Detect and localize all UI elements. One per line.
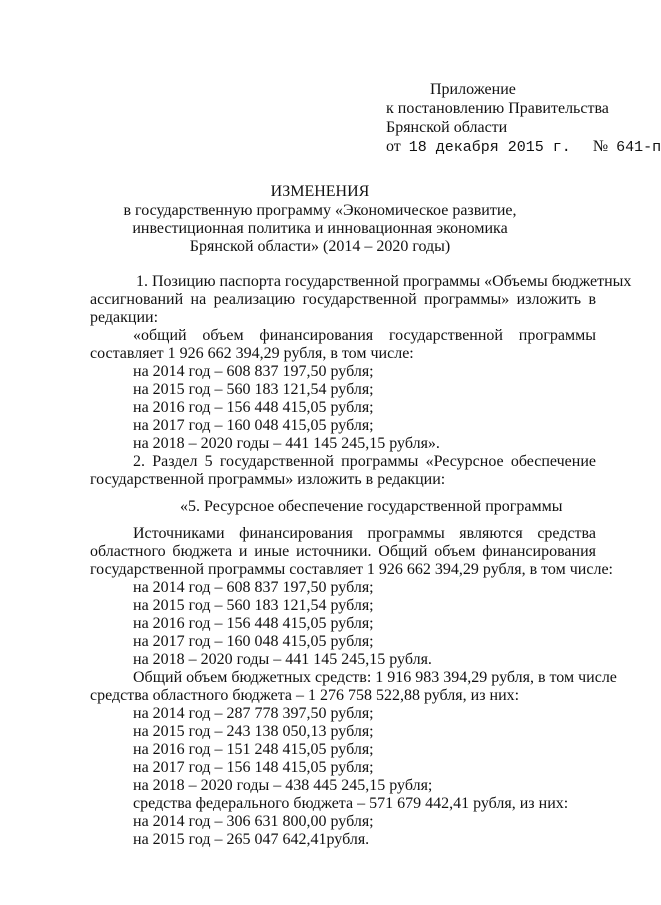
header-date-value: 18 декабря 2015 г. [408,139,571,156]
section-p1: Источниками финансирования программы являются средства [133,525,596,542]
section-c2016: на 2016 год – 151 248 415,05 рубля; [133,741,374,758]
section-c2014: на 2014 год – 287 778 397,50 рубля; [133,705,374,722]
section-p2: областного бюджета и иные источники. Общий объем финансирования [90,543,596,560]
doc-subtitle-3: Брянской области» (2014 – 2020 годы) [189,238,451,255]
item2-line2: государственной программы» изложить в редакции: [90,471,446,488]
section-e2015: на 2015 год – 265 047 642,41рубля. [133,831,370,848]
item1-line2: ассигнований на реализацию государственной программы» изложить в [90,291,596,308]
section-a2018: на 2018 – 2020 годы – 441 145 245,15 рубля. [133,651,432,668]
item2-line1: 2. Раздел 5 государственной программы «Ресурсное обеспечение [133,453,596,470]
header-date-prefix: от [386,138,401,155]
doc-title: ИЗМЕНЕНИЯ [270,183,370,200]
item1-y2016: на 2016 год – 156 448 415,05 рубля; [133,399,374,416]
item1-y2015: на 2015 год – 560 183 121,54 рубля; [133,381,374,398]
section-p3: государственной программы составляет 1 926 662 394,29 рубля, в том числе: [90,561,613,578]
header-number-value: 641-п [616,139,661,156]
header-appendix: Приложение [430,81,516,98]
section-c2017: на 2017 год – 156 148 415,05 рубля; [133,759,374,776]
header-date-line [386,138,661,157]
header-region: Брянской области [386,119,508,136]
item1-line3: редакции: [90,309,159,326]
section-a2017: на 2017 год – 160 048 415,05 рубля; [133,633,374,650]
item1-y2017: на 2017 год – 160 048 415,05 рубля; [133,417,374,434]
item1-line1: 1. Позицию паспорта государственной программы «Объемы бюджетных [136,273,632,290]
section5-heading: «5. Ресурсное обеспечение государственной программы [180,498,563,515]
section-e2014: на 2014 год – 306 631 800,00 рубля; [133,813,374,830]
header-number-label: № [592,138,609,155]
item1-quote1: «общий объем финансирования государственной программы [133,327,596,344]
header-resolution: к постановлению Правительства [386,100,609,117]
item1-quote2: составляет 1 926 662 394,29 рубля, в том числе: [90,345,414,362]
section-b1: Общий объем бюджетных средств: 1 916 983 394,29 рубля, в том числе [133,669,617,686]
item1-y2018: на 2018 – 2020 годы – 441 145 245,15 рубля». [133,435,440,452]
section-b2: средства областного бюджета – 1 276 758 522,88 рубля, из них: [90,687,520,704]
doc-subtitle-2: инвестиционная политика и инновационная экономика [132,220,508,237]
doc-subtitle-1: в государственную программу «Экономическое развитие, [123,202,517,219]
section-a2016: на 2016 год – 156 448 415,05 рубля; [133,615,374,632]
section-d1: средства федерального бюджета – 571 679 442,41 рубля, из них: [133,795,569,812]
section-a2015: на 2015 год – 560 183 121,54 рубля; [133,597,374,614]
section-c2015: на 2015 год – 243 138 050,13 рубля; [133,723,374,740]
item1-y2014: на 2014 год – 608 837 197,50 рубля; [133,363,374,380]
section-a2014: на 2014 год – 608 837 197,50 рубля; [133,579,374,596]
section-c2018: на 2018 – 2020 годы – 438 445 245,15 рубля; [133,777,433,794]
